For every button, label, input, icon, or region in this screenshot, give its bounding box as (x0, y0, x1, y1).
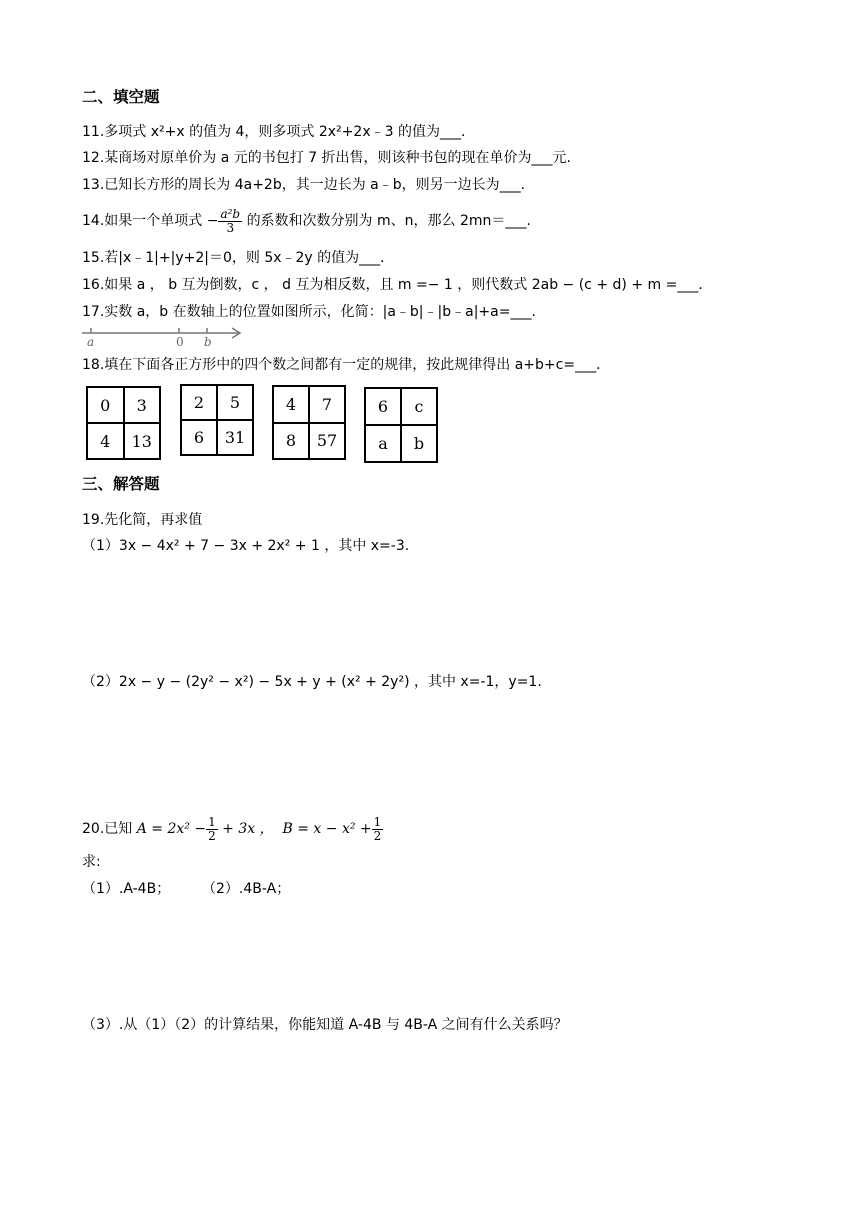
question-13: 13.已知长方形的周长为 4a+2b，其一边长为 a﹣b，则另一边长为___． (82, 177, 535, 193)
number-square-3 (272, 385, 346, 460)
fraction-a-den: 2 (208, 828, 216, 843)
question-19: 19.先化简，再求值 (82, 512, 203, 528)
question-14-fraction (218, 208, 242, 235)
fraction-a-num: 1 (208, 814, 216, 829)
question-14: 14.如果一个单项式 − $\frac{\text{a²b}}{3}$ 的系数和次数分别为 m、n，那么 2mn＝___. (82, 206, 531, 235)
question-12: 12.某商场对原单价为 a 元的书包打 7 折出售，则该种书包的现在单价为___元. (82, 150, 572, 166)
square-2-cell-br: 31 (217, 420, 253, 455)
question-14-suffix: 的系数和次数分别为 m、n，那么 2mn＝___. (246, 213, 531, 229)
square-4-cell-bl: a (365, 425, 401, 462)
square-1-cell-bl: 4 (87, 423, 124, 459)
number-line (80, 324, 250, 350)
section-title-answer: 三、解答题 (82, 475, 160, 493)
question-20-part-1: （1）.A-4B； (82, 881, 171, 897)
fraction-b-den: 2 (373, 828, 382, 843)
number-square-1 (86, 386, 161, 460)
square-2-cell-bl: 6 (181, 420, 217, 455)
label-a: a (87, 335, 95, 349)
square-4-cell-tl: 6 (365, 388, 401, 425)
square-1-cell-tl: 0 (87, 387, 124, 423)
question-19-part-2: （2）2x − y − (2y² − x²) − 5x + y + (x² + 2y²) ，其中 x=-1，y=1. (82, 674, 542, 690)
square-1-cell-br: 13 (124, 423, 161, 459)
label-b: b (204, 335, 212, 349)
square-3-cell-bl: 8 (273, 423, 309, 460)
square-3-cell-tl: 4 (273, 386, 309, 423)
question-19-part-1: （1）3x − 4x² + 7 − 3x + 2x² + 1 ，其中 x=-3. (82, 538, 410, 554)
question-20 (82, 813, 383, 845)
square-4-cell-br: b (401, 425, 437, 462)
question-20-fraction-a (206, 816, 218, 843)
square-4-cell-tr: c (401, 388, 437, 425)
question-14-numerator: a²b (220, 206, 241, 221)
question-14-denominator: 3 (226, 220, 235, 235)
square-1-cell-tr: 3 (124, 387, 161, 423)
section-title-fill-in: 二、填空题 (82, 88, 160, 106)
question-20-fraction-b (372, 816, 384, 843)
question-15: 15.若|x﹣1|+|y+2|＝0，则 5x﹣2y 的值为___． (82, 250, 395, 266)
question-20-ask: 求: (82, 854, 101, 870)
label-zero: 0 (176, 335, 184, 349)
square-3-cell-br: 57 (309, 423, 345, 460)
question-20-expr-a-tail: + 3x ， (222, 821, 274, 837)
question-11: 11.多项式 x²+x 的值为 4，则多项式 2x²+2x﹣3 的值为___． (82, 124, 475, 140)
question-17: 17.实数 a，b 在数轴上的位置如图所示，化简：|a﹣b|﹣|b﹣a|+a=___． (82, 304, 546, 320)
question-20-expr-b: B = x − x² + (282, 821, 372, 837)
number-square-2 (180, 384, 254, 456)
question-14-prefix: 14.如果一个单项式 (82, 213, 203, 229)
square-2-cell-tr: 5 (217, 385, 253, 420)
question-20-part-3: （3）.从（1）（2）的计算结果，你能知道 A-4B 与 4B-A 之间有什么关系吗？ (82, 1017, 568, 1033)
square-2-cell-tl: 2 (181, 385, 217, 420)
square-3-cell-tr: 7 (309, 386, 345, 423)
question-20-prefix: 20.已知 (82, 821, 133, 837)
question-18: 18.填在下面各正方形中的四个数之间都有一定的规律，按此规律得出 a+b+c=___． (82, 357, 611, 373)
question-20-expr-a: A = 2x² − (136, 821, 207, 837)
question-20-part-2: （2）.4B-A； (202, 881, 291, 897)
fraction-b-num: 1 (373, 814, 382, 829)
question-16: 16.如果 a ， b 互为倒数，c ， d 互为相反数，且 m =− 1 ，则代数式 2ab − (c + d) + m =___． (82, 277, 713, 293)
number-square-4 (364, 387, 438, 463)
